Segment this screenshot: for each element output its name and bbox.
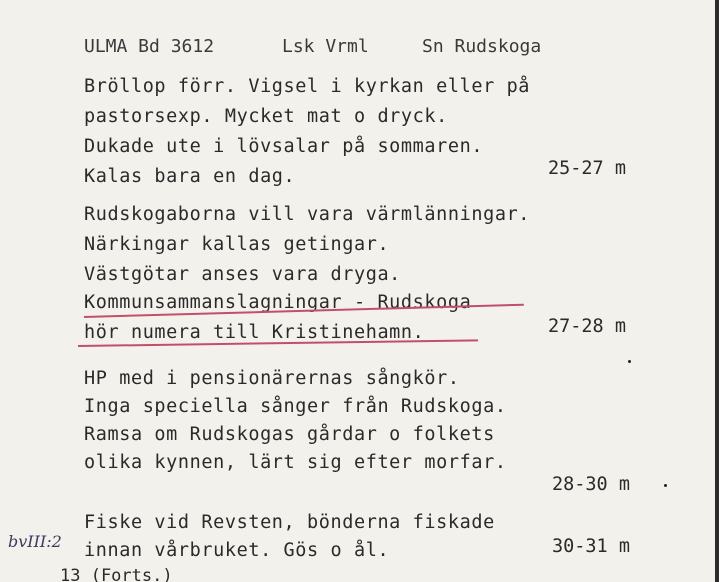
timecode-ref: 27-28 m: [548, 316, 626, 337]
text-line: Bröllop förr. Vigsel i kyrkan eller på: [84, 76, 531, 97]
text-line: Kommunsammanslagningar - Rudskoga: [84, 292, 472, 313]
text-line: Inga speciella sånger från Rudskoga.: [84, 396, 507, 417]
text-line: Dukade ute i lövsalar på sommaren.: [84, 136, 484, 157]
text-line: pastorsexp. Mycket mat o dryck.: [84, 106, 448, 127]
archive-reference: ULMA Bd 3612: [84, 36, 215, 57]
timecode-ref: 30-31 m: [552, 536, 630, 557]
text-line: HP med i pensionärernas sångkör.: [84, 368, 460, 389]
parish-label: Sn Rudskoga: [422, 36, 542, 57]
text-line: Västgötar anses vara dryga.: [84, 264, 401, 285]
text-line: Kalas bara en dag.: [84, 166, 296, 187]
text-line: Närkingar kallas getingar.: [84, 234, 390, 255]
margin-note: bvIII:2: [8, 532, 62, 551]
card-edge: [715, 0, 719, 582]
text-line: Ramsa om Rudskogas gårdar o folkets: [84, 424, 495, 445]
ink-dot: [664, 484, 667, 487]
ink-dot: [628, 360, 631, 363]
text-line: olika kynnen, lärt sig efter morfar.: [84, 452, 507, 473]
text-line: hör numera till Kristinehamn.: [84, 322, 425, 343]
text-line: innan vårbruket. Gös o ål.: [84, 540, 390, 561]
text-line: Rudskogaborna vill vara värmlänningar.: [84, 204, 531, 225]
continuation-note: 13 (Forts.): [60, 566, 173, 582]
province-label: Lsk Vrml: [282, 36, 369, 57]
timecode-ref: 28-30 m: [552, 474, 630, 495]
text-line: Fiske vid Revsten, bönderna fiskade: [84, 512, 495, 533]
timecode-ref: 25-27 m: [548, 158, 626, 179]
